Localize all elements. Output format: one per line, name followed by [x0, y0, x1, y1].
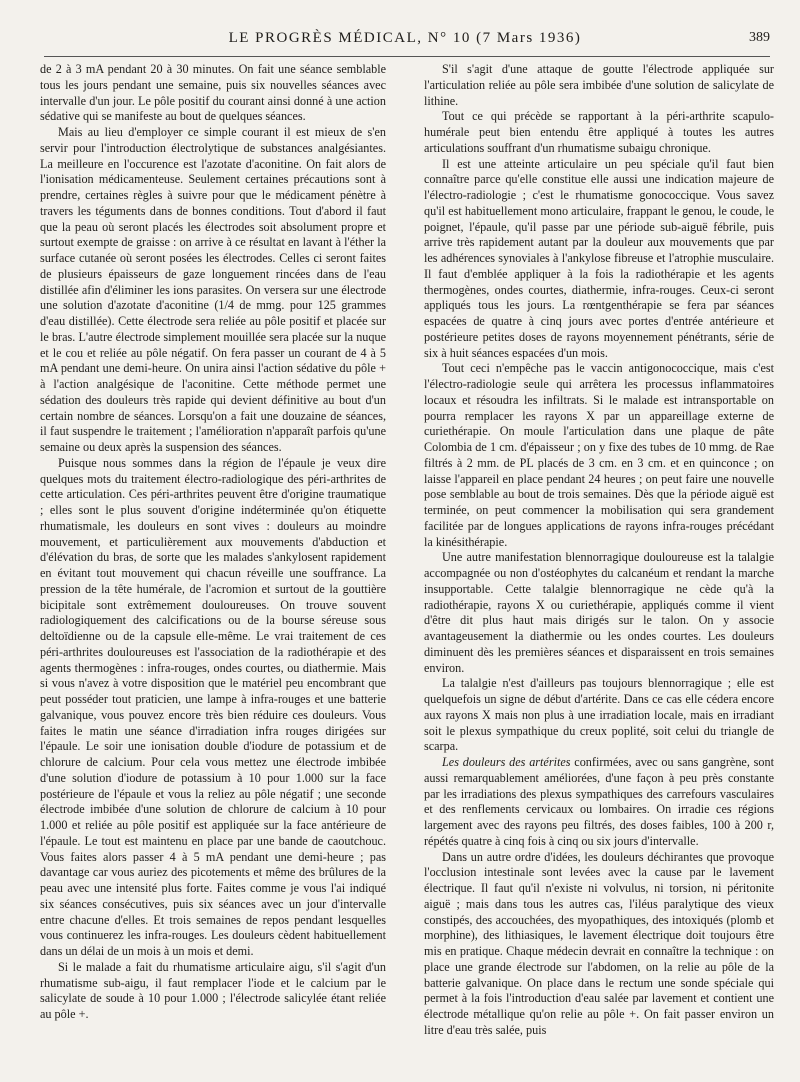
- paragraph: S'il s'agit d'une attaque de goutte l'électrode appliquée sur l'articulation reliée au pôle sera imbibée d'une solution de salicylate de lithine.: [424, 62, 774, 108]
- running-header: [40, 30, 770, 52]
- italic-phrase: Les douleurs des artérites: [442, 755, 571, 769]
- paragraph: Tout ce qui précède se rapportant à la péri-arthrite scapulo-humérale peut bien entendu être appliqué à toutes les autres articulations souffrant d'un rhumatisme subaigu chronique.: [424, 109, 774, 155]
- header-rule: [44, 56, 770, 57]
- right-column: [424, 62, 774, 1039]
- paragraph: de 2 à 3 mA pendant 20 à 30 minutes. On fait une séance semblable tous les jours pendant une semaine, puis six nouvelles séances avec intervalle d'un jour. Le pôle positif du courant ainsi donné à une action sédative qui se manifeste au bout de quelques séances.: [40, 62, 386, 124]
- journal-title: LE PROGRÈS MÉDICAL, N° 10 (7 Mars 1936): [228, 30, 582, 46]
- paragraph: Dans un autre ordre d'idées, les douleurs déchirantes que provoque l'occlusion intestinale sont levées avec la cause par le lavement électrique. Il faut qu'il n'existe ni volvulus, ni torsion, ni péritonite aiguë ; mais dans tous les autres cas, l'iléus paralytique des vieux constipés, des accouchées, des myopathiques, des intoxiqués (plomb et morphine), des lithiasiques, le lavement électrique doit toujours être mis en pratique. Chaque médecin devrait en connaître la technique : on place une grande électrode sur l'abdomen, on la relie au pôle de la batterie galvanique. On place dans le rectum une sonde spéciale qui permet à la fois l'introduction d'eau salée par lavement et contient une électrode métallique qu'on relie au pôle +. On fait passer environ un litre d'eau très salée, puis: [424, 849, 774, 1037]
- paragraph: Une autre manifestation blennorragique douloureuse est la talalgie accompagnée ou non d'ostéophytes du calcanéum et rendant la marche insupportable. Cette talalgie blennorragique ne cède qu'à la radiothérapie, rayons X ou curiethérapie, appliqués comme il vient d'être dit plus haut mais dirigés sur le talon. On y associe avantageusement la diathermie ou les ondes courtes. Les douleurs diminuent dès les premières séances et disparaissent en trois semaines environ.: [424, 550, 774, 675]
- paragraph: Puisque nous sommes dans la région de l'épaule je veux dire quelques mots du traitement électro-radiologique des péri-arthrites de cette articulation. Ces péri-arthrites peuvent être d'origine traumatique ; elles sont le plus souvent d'origine indéterminée qu'on étiquette rhumatismale, les douleurs en sont vives : douleurs au moindre mouvement, et particulièrement aux mouvements d'abduction et d'élévation du bras, de sorte que les malades s'ankylosent rapidement en évitant tout mouvement qui chacun réveille une souffrance. La pression de la tête humérale, de l'acromion et surtout de la gouttière bicipitale sont extrêmement douloureuses. On trouve souvent radiologiquement des calcifications ou de la bourse séreuse sous deltoïdienne ou de la capsule elle-même. Le vrai traitement de ces péri-arthrites douloureuses est l'association de la radiothérapie et des agents thermogènes : infra-rouges, ondes courtes, ou diathermie. Mais si vous n'avez à votre disposition que le matériel peu encombrant que peut posséder tout praticien, une lampe à infra-rouges et une batterie galvanique, vous pouvez encore très bien réduire ces douleurs. Vous faites le matin une séance d'irradiation infra rouges dirigées sur l'épaule. Le soir une ionisation double d'iodure de potassium et de chlorure de calcium. Pour cela vous mettez une électrode imbibée d'une solution d'iodure de potassium à 10 pour 1.000 sur la face postérieure de l'épaule et vous la reliez au pôle négatif ; une seconde électrode imbibée d'une solution de chlorure de calcium à 10 pour 1.000 et reliée au pôle positif est appliquée sur la face antérieure de l'épaule. Le tout est maintenu en place par une bande de caoutchouc. Vous faites alors passer 4 à 5 mA pendant une demi-heure ; pas davantage car vous auriez des picotements et même des brûlures de la peau avec une intensité plus forte. Faites comme je vous l'ai indiqué six séances consécutives, puis six séances avec un jour d'intervalle entre chacune d'elles. Et trois semaines de repos pendant lesquelles vous continuerez les infra-rouges. Les douleurs cèdent habituellement dans un délai de un mois à un mois et demi.: [40, 455, 386, 958]
- paragraph: La talalgie n'est d'ailleurs pas toujours blennorragique ; elle est quelquefois un signe de début d'artérite. Dans ce cas elle cédera encore aux rayons X mais non plus à une irradiation locale, mais en irradiant soit le plexus sympathique du creux poplité, soit celui du triangle de scarpa.: [424, 676, 774, 754]
- paragraph: Mais au lieu d'employer ce simple courant il est mieux de s'en servir pour l'introduction électrolytique de substances analgésiantes. La meilleure en l'occurence est l'azotate d'aconitine. On fait alors de l'ionisation médicamenteuse. Seulement certaines précautions sont à prendre, certaines règles à suivre pour que le médicament pénètre à travers les téguments dans de bonnes conditions. Tout d'abord il faut que la peau où seront placés les électrodes soit absolument propre et surtout exempte de graisse : on arrive à ce résultat en lavant à l'éther la surface cutanée où seront posées les électrodes. Celles ci seront faites de plusieurs épaisseurs de gaze longuement rincées dans de l'eau distillée afin d'éliminer les ions parasites. On versera sur une électrode une solution d'azotate d'aconitine (1/4 de mmg. pour 125 grammes d'eau distillée). Cette électrode sera reliée au pôle positif et placée sur le bras. L'autre électrode simplement mouillée sera placée sur la nuque et le cou et reliée au pôle négatif. On fera passer un courant de 4 à 5 mA pendant une demi-heure. On unira ainsi l'action sédative du pôle + à l'action analgésique de l'aconitine. Cette méthode permet une sédation des douleurs très rapide qui devient définitive au bout d'un certain nombre de séances. Lorsqu'on a fait une douzaine de séances, il faut suspendre le traitement ; l'amélioration n'apparaît parfois qu'une semaine ou deux après la suspension des séances.: [40, 125, 386, 454]
- paragraph: Tout ceci n'empêche pas le vaccin antigonococcique, mais c'est l'électro-radiologie seule qui arrêtera les processus inflammatoires locaux et résoudra les infiltrats. Si le malade est intransportable on pourra remplacer les rayons X par un appareillage externe de curiethérapie. On moule l'articulation dans une plaque de pâte Colombia de 1 cm. d'épaisseur ; on y fixe des tubes de 10 mmg. de Rae filtrés à 2 mm. de PL placés de 3 cm. en 3 cm. et en quinconce ; on laisse l'appareil en place pendant 24 heures ; on peut faire une nouvelle pose semblable au bout de trois semaines. Dès que la période aiguë est terminée, on peut commencer la mobilisation qui sera grandement facilitée par de longues applications de rayons infra-rouges précédant la kinésithérapie.: [424, 361, 774, 549]
- page-number: 389: [749, 30, 770, 45]
- left-column: [40, 62, 386, 1023]
- paragraph: Si le malade a fait du rhumatisme articulaire aigu, s'il s'agit d'un rhumatisme sub-aigu, il faut remplacer l'iode et le calcium par le salicylate de soude à 10 pour 1.000 ; l'électrode salicylée étant reliée au pôle +.: [40, 959, 386, 1021]
- paragraph-arterites: [424, 755, 774, 850]
- paragraph: Il est une atteinte articulaire un peu spéciale qu'il faut bien connaître parce qu'elle constitue elle aussi une indication majeure de l'électro-radiologie ; c'est le rhumatisme gonococcique. Vous savez qu'il est habituellement mono articulaire, frappant le genou, le coude, le poignet, l'épaule, qu'il passe par une période sub-aiguë fébrile, puis arrive très rapidement autant par la douleur aux mouvements que par les adhérences synoviales à l'ankylose fibreuse et l'atrophie musculaire. Il faut d'emblée appliquer à la fois la radiothérapie et les agents thermogènes, ondes courtes, diathermie, infra-rouges. Ceux-ci seront appliqués tous les jours. La rœntgenthérapie se fera par séances espacées de quatre à cinq jours avec portes d'entrée antérieure et postérieure petites doses de rayons moyennement pénétrants, série de six à huit séances espacées d'un mois.: [424, 156, 774, 360]
- paragraph-rest: confirmées, avec ou sans gangrène, sont aussi remarquablement améliorées, d'une façon à peu près constante par les irradiations des plexus sympathiques des carrefours vasculaires et des renflements cervicaux ou lombaires. On irradie ces régions largement avec des rayons peu filtrés, des doses faibles, 100 à 200 r, répétés quatre à cinq fois à cinq ou six jours d'intervalle.: [424, 755, 774, 848]
